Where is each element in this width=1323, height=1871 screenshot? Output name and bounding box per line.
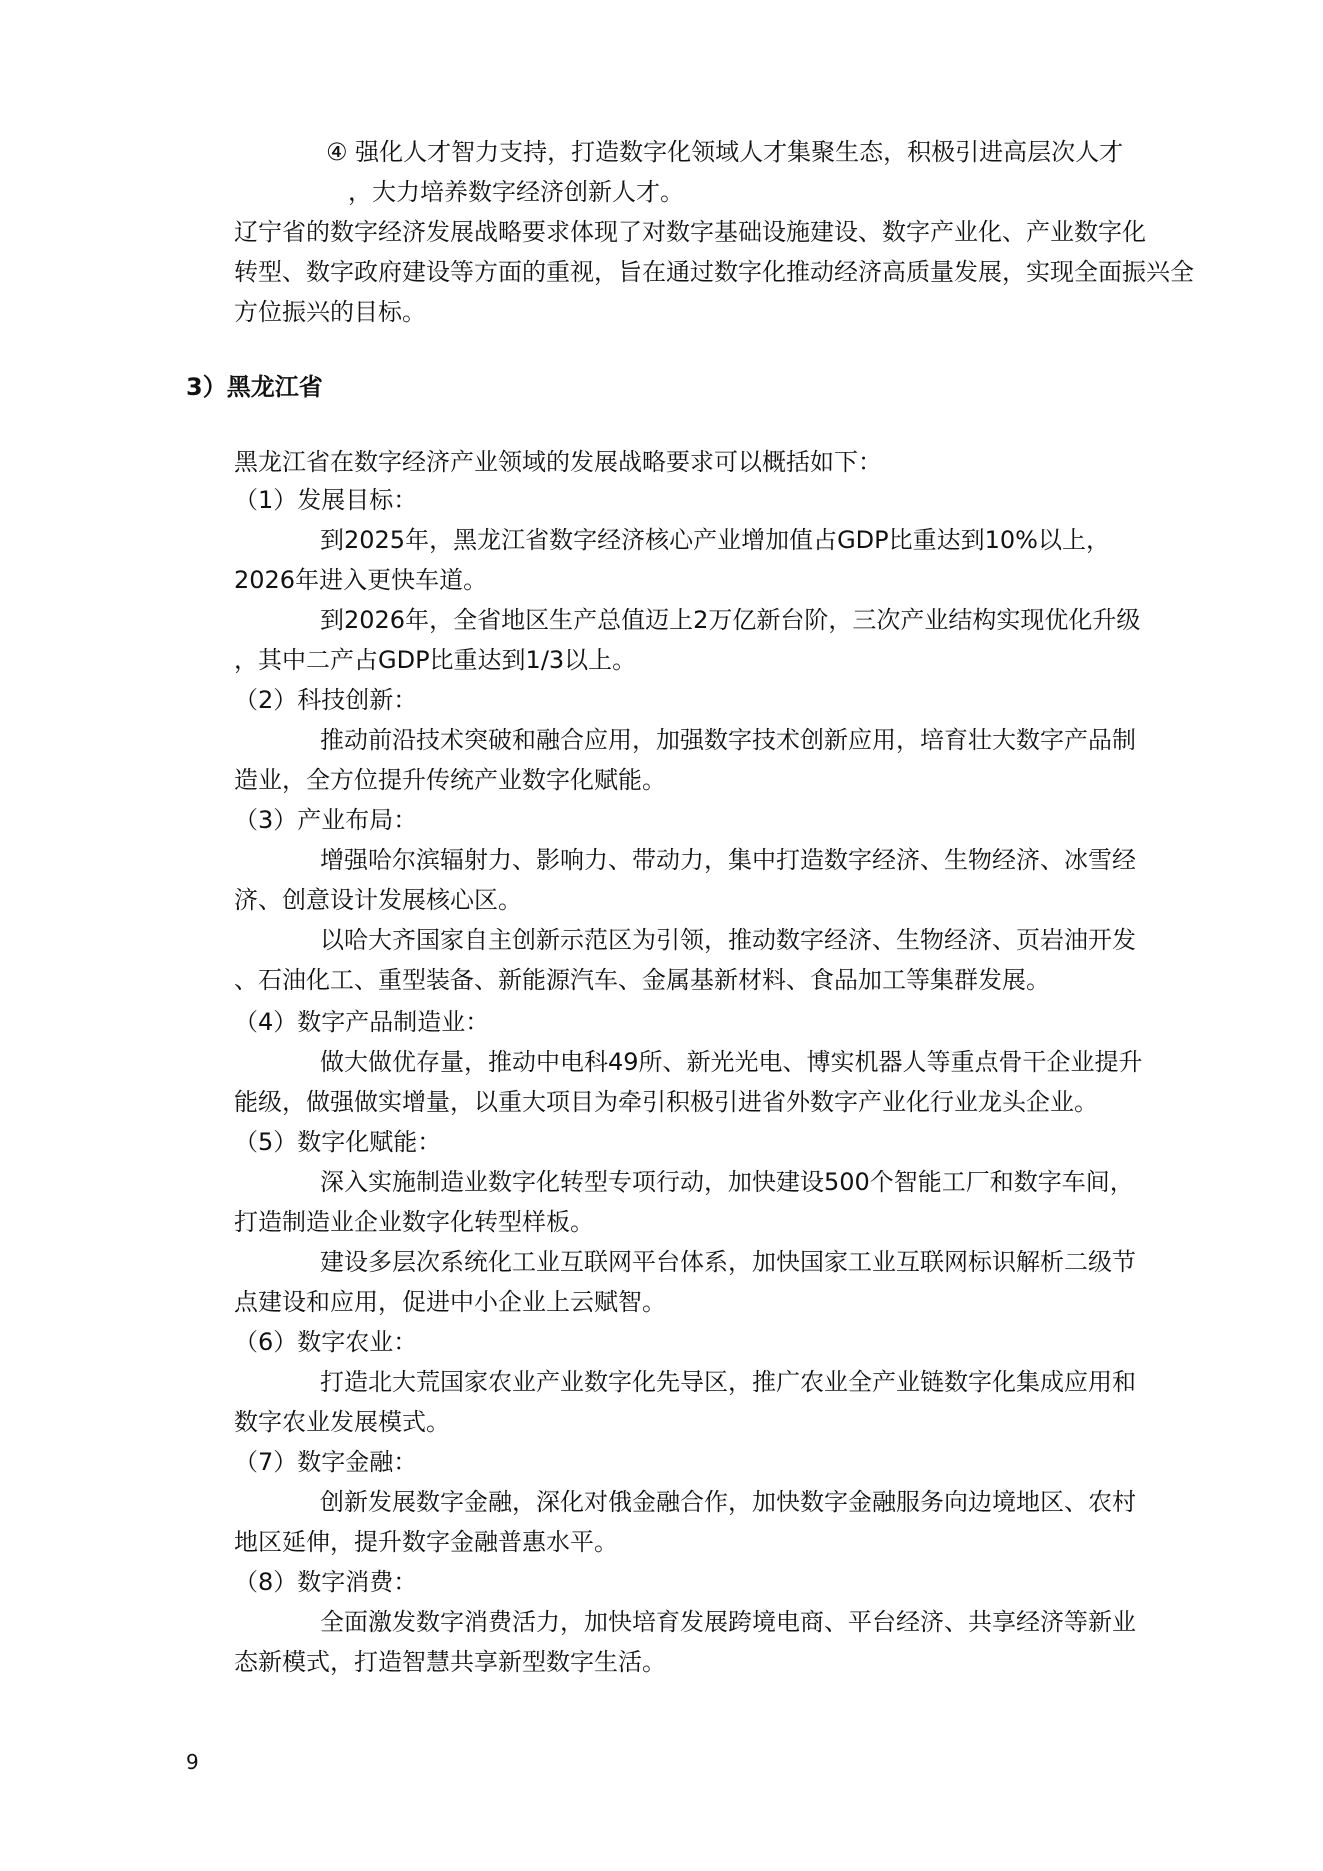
- section-heading: 3）黑龙江省: [186, 373, 323, 401]
- body-text: 到2025年，黑龙江省数字经济核心产业增加值占GDP比重达到10%以上，: [320, 526, 1110, 554]
- body-text: 创新发展数字金融，深化对俄金融合作，加快数字金融服务向边境地区、农村: [320, 1488, 1136, 1516]
- body-text: 转型、数字政府建设等方面的重视，旨在通过数字化推动经济高质量发展，实现全面振兴全: [234, 258, 1194, 286]
- body-text: 黑龙江省在数字经济产业领域的发展战略要求可以概括如下：: [234, 448, 882, 476]
- page-number: 9: [186, 1750, 199, 1774]
- subsection-heading: （4）数字产品制造业：: [234, 1008, 490, 1036]
- body-text: 造业，全方位提升传统产业数字化赋能。: [234, 766, 666, 794]
- body-text: 推动前沿技术突破和融合应用，加强数字技术创新应用，培育壮大数字产品制: [320, 726, 1136, 754]
- body-text: 、石油化工、重型装备、新能源汽车、金属基新材料、食品加工等集群发展。: [234, 966, 1050, 994]
- body-text: 深入实施制造业数字化转型专项行动，加快建设500个智能工厂和数字车间，: [320, 1168, 1134, 1196]
- list-item-talent: ④ 强化人才智力支持，打造数字化领域人才集聚生态，积极引进高层次人才: [326, 138, 1124, 166]
- subsection-heading: （2）科技创新：: [234, 686, 418, 714]
- body-text: 打造制造业企业数字化转型样板。: [234, 1208, 594, 1236]
- body-text: 到2026年，全省地区生产总值迈上2万亿新台阶，三次产业结构实现优化升级: [320, 606, 1141, 634]
- body-text: 2026年进入更快车道。: [234, 566, 488, 594]
- body-text: 数字农业发展模式。: [234, 1408, 450, 1436]
- body-text: 方位振兴的目标。: [234, 298, 426, 326]
- subsection-heading: （6）数字农业：: [234, 1328, 418, 1356]
- subsection-heading: （1）发展目标：: [234, 486, 418, 514]
- body-text: 打造北大荒国家农业产业数字化先导区，推广农业全产业链数字化集成应用和: [320, 1368, 1136, 1396]
- body-text: 态新模式，打造智慧共享新型数字生活。: [234, 1648, 666, 1676]
- subsection-heading: （7）数字金融：: [234, 1448, 418, 1476]
- body-text: 济、创意设计发展核心区。: [234, 886, 522, 914]
- body-text: 能级，做强做实增量，以重大项目为牵引积极引进省外数字产业化行业龙头企业。: [234, 1088, 1098, 1116]
- body-text: 做大做优存量，推动中电科49所、新光光电、博实机器人等重点骨干企业提升: [320, 1048, 1143, 1076]
- subsection-heading: （5）数字化赋能：: [234, 1128, 442, 1156]
- body-text: 建设多层次系统化工业互联网平台体系，加快国家工业互联网标识解析二级节: [320, 1248, 1136, 1276]
- subsection-heading: （3）产业布局：: [234, 806, 418, 834]
- body-text: 全面激发数字消费活力，加快培育发展跨境电商、平台经济、共享经济等新业: [320, 1608, 1136, 1636]
- body-text: 地区延伸，提升数字金融普惠水平。: [234, 1528, 618, 1556]
- body-text: 增强哈尔滨辐射力、影响力、带动力，集中打造数字经济、生物经济、冰雪经: [320, 846, 1136, 874]
- body-text: 辽宁省的数字经济发展战略要求体现了对数字基础设施建设、数字产业化、产业数字化: [234, 218, 1146, 246]
- body-text: ，其中二产占GDP比重达到1/3以上。: [234, 646, 637, 674]
- body-text: ，大力培养数字经济创新人才。: [348, 178, 684, 206]
- subsection-heading: （8）数字消费：: [234, 1568, 418, 1596]
- body-text: 以哈大齐国家自主创新示范区为引领，推动数字经济、生物经济、页岩油开发: [320, 926, 1136, 954]
- body-text: 点建设和应用，促进中小企业上云赋智。: [234, 1288, 666, 1316]
